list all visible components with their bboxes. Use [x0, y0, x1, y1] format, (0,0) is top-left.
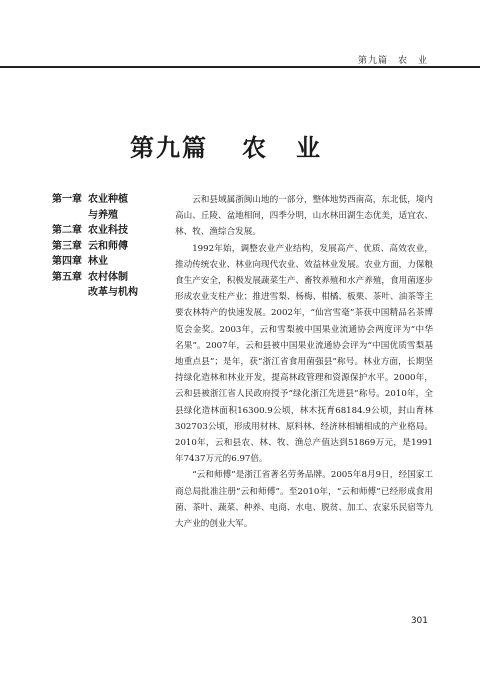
chapter-title: 云和师傅 — [88, 240, 128, 252]
chapter-number: 第一章 — [52, 194, 82, 205]
chapter-entry — [52, 192, 162, 223]
part-title — [0, 128, 480, 163]
chapter-number: 第四章 — [52, 256, 82, 267]
page-number: 301 — [410, 616, 428, 626]
paragraph: 1992年始，调整农业产业结构，发展高产、优质、高效农业，推动传统农业、林业向现代农业、效益林业发展。农业方面，力保粮食生产安全，积极发展蔬菜生产、畜牧养殖和水产养殖，食用菌逐步形成农业支柱产业；推进雪梨、杨梅、柑橘、板栗、茶叶、油茶等主要农林特产的快速发展。2002年，“仙宫雪毫”茶获中国精品名茶博览会金奖。2003年，云和雪梨被中国果业流通协会两度评为“中华名果”。2007年，云和县被中国果业流通协会评为“中国优质雪梨基地重点县”；是年，获“浙江省食用菌强县”称号。林业方面，长期坚持绿化造林和林业开发，提高林政管理和资源保护水平。2000年，云和县被浙江省人民政府授予“绿化浙江先进县”称号。2010年，全县绿化造林面积16300.9公顷，林木抚育68184.9公顷，封山育林302703公顷，形成用材林、原料林、经济林相辅相成的产业格局。2010年，云和县农、林、牧、渔总产值达到51869万元，是1991年7437万元的6.97倍。 — [175, 243, 433, 465]
part-name: 农业 — [242, 133, 350, 162]
chapter-entry — [52, 254, 162, 270]
paragraph: “云和师傅”是浙江省著名劳务品牌。2005年8月9日，经国家工商总局批准注册“云和师傅”。至2010年，“云和师傅”已经形成食用菌、茶叶、蔬菜、种养、电商、水电、脱贫、加工、农家乐民宿等九大产业的创业大军。 — [175, 470, 433, 530]
chapter-entry — [52, 223, 162, 239]
chapter-entry — [52, 239, 162, 255]
part-number: 第九篇 — [130, 133, 208, 162]
chapter-number: 第三章 — [52, 240, 82, 252]
paragraph: 云和县域属浙闽山地的一部分，整体地势西南高，东北低，境内高山、丘陵、盆地相间，四季分明，山水林田湖生态优美，适宜农、林、牧、渔综合发展。 — [175, 195, 433, 238]
chapter-title: 林业 — [88, 256, 108, 267]
header-rule — [0, 66, 480, 68]
body-text — [175, 192, 433, 532]
chapter-list — [52, 192, 162, 301]
chapter-number: 第二章 — [52, 225, 82, 236]
chapter-entry — [52, 270, 162, 301]
chapter-title: 农村体制 改革与机构 — [88, 271, 138, 298]
running-head: 第九篇 农 业 — [357, 56, 428, 66]
chapter-title: 农业种植 与养殖 — [88, 194, 128, 221]
chapter-number: 第五章 — [52, 271, 82, 283]
chapter-title: 农业科技 — [88, 225, 128, 236]
